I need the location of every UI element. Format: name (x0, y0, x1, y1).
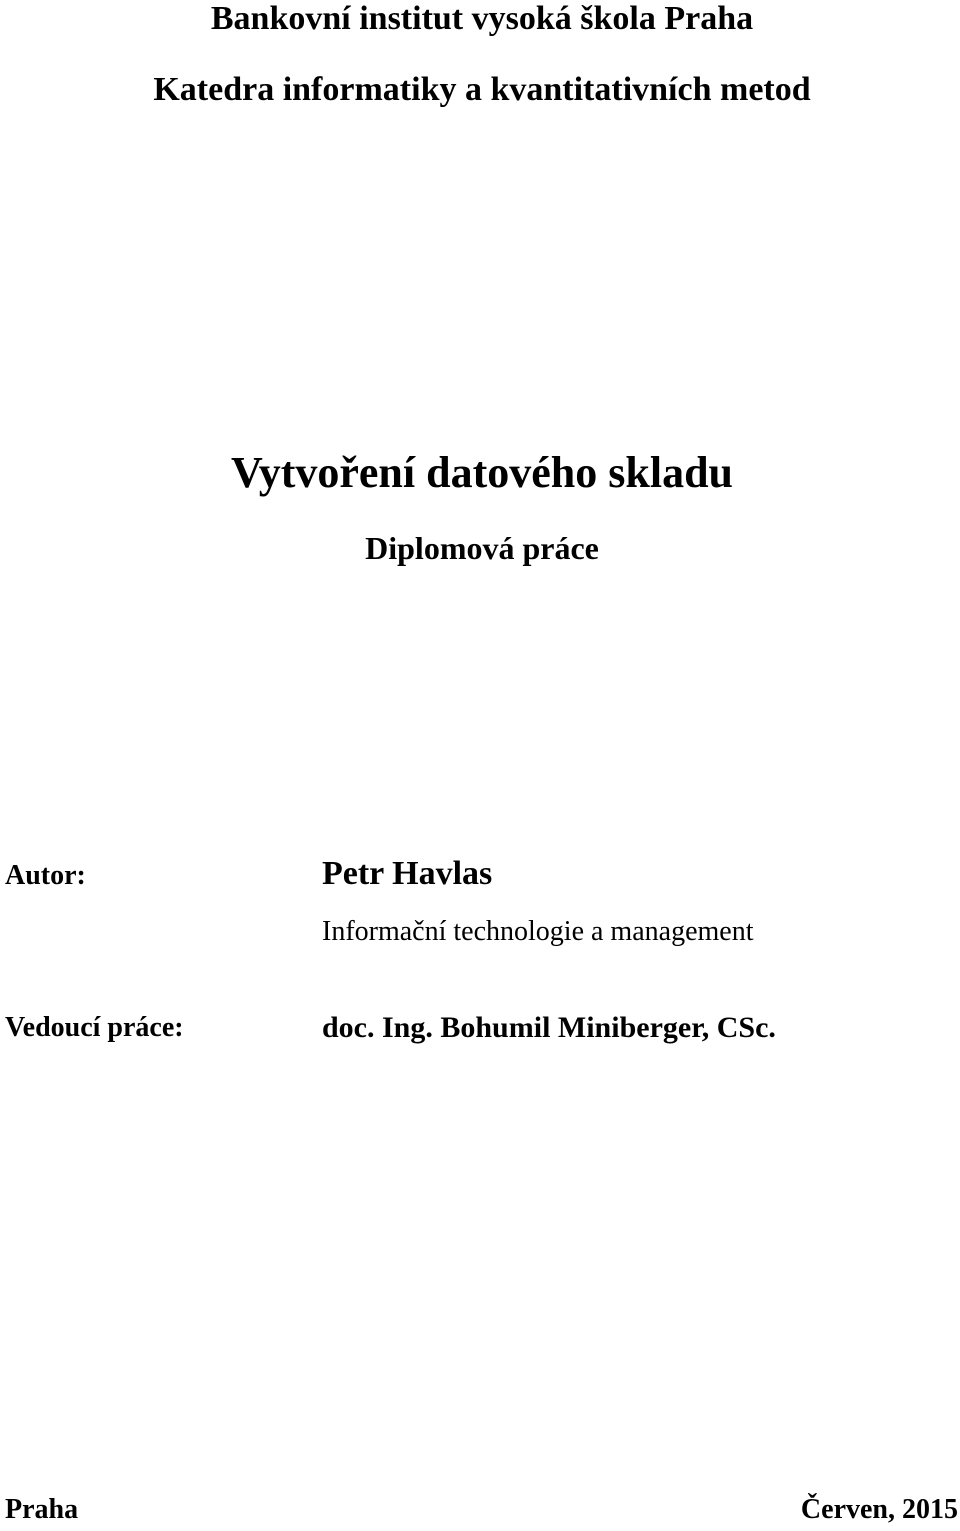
department-name: Katedra informatiky a kvantitativních metod (153, 71, 811, 108)
supervisor-label: Vedoucí práce: (5, 1012, 184, 1043)
supervisor-name: doc. Ing. Bohumil Miniberger, CSc. (322, 1011, 776, 1044)
thesis-type: Diplomová práce (365, 530, 599, 566)
study-program: Informační technologie a management (322, 916, 754, 947)
thesis-title: Vytvoření datového skladu (230, 448, 734, 497)
institution-name: Bankovní institut vysoká škola Praha (210, 0, 754, 37)
place: Praha (5, 1494, 79, 1525)
author-name: Petr Havlas (322, 855, 493, 892)
submission-date: Červen, 2015 (800, 1494, 958, 1525)
author-label: Autor: (5, 860, 86, 891)
